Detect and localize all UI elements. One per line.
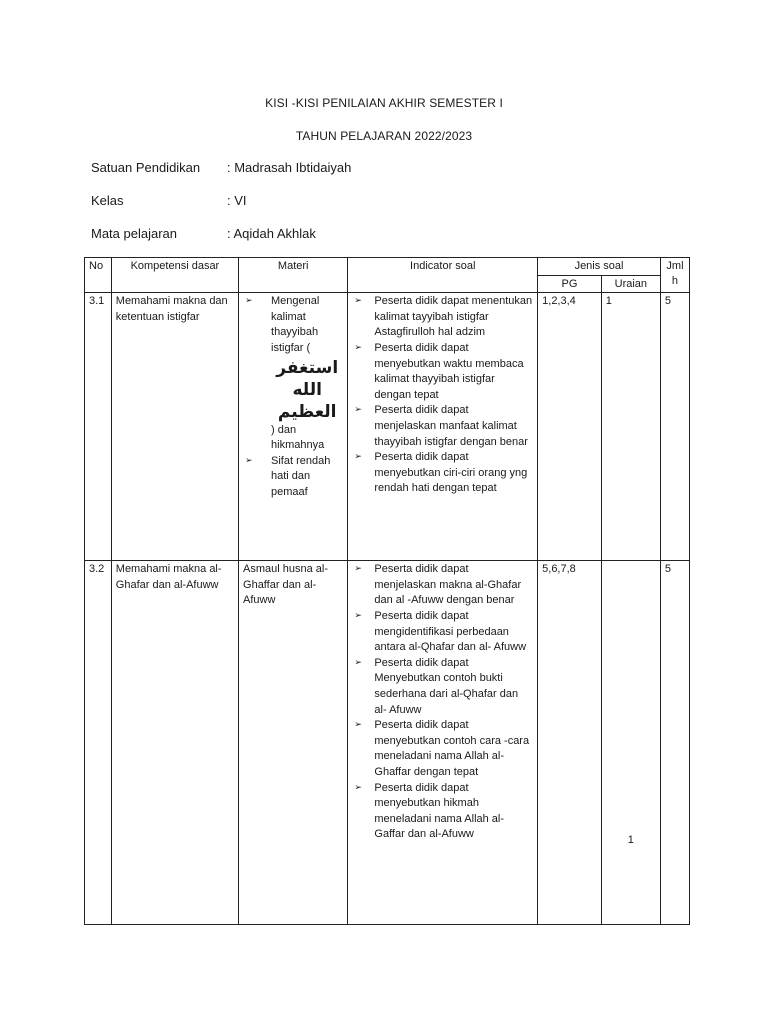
list-item: ➢ Peserta didik dapat menjelaskan manfaat kalimat thayyibah istigfar dengan benar <box>352 403 533 450</box>
materi-text: Mengenal kalimat thayyibah istigfar ( <box>271 295 320 354</box>
header-indikator: Indicator soal <box>348 258 538 293</box>
list-item: ➢ Peserta didik dapat menjelaskan makna al-Ghafar dan al -Afuww dengan benar <box>352 562 533 609</box>
cell-indikator <box>348 561 538 925</box>
list-item: ➢ Peserta didik dapat Menyebutkan contoh bukti sederhana dari al-Qhafar dan al- Afuww <box>352 656 533 718</box>
meta-label: Satuan Pendidikan <box>91 160 201 175</box>
header-no: No <box>85 258 112 293</box>
header-jumlah: Jml h <box>660 258 689 293</box>
cell-no: 3.2 <box>85 561 112 925</box>
header-jenis-soal: Jenis soal <box>538 258 661 276</box>
meta-value: : VI <box>227 193 247 208</box>
list-item: ➢ Peserta didik dapat menyebutkan hikmah meneladani nama Allah al-Gaffar dan al-Afuww <box>352 781 533 843</box>
cell-kompetensi: Memahami makna al-Ghafar dan al-Afuww <box>111 561 238 925</box>
meta-value: : Madrasah Ibtidaiyah <box>227 160 352 175</box>
cell-uraian: 1 <box>601 293 660 561</box>
meta-mata-pelajaran <box>91 226 316 241</box>
cell-jumlah: 5 <box>660 293 689 561</box>
list-item: ➢ Peserta didik dapat menyebutkan waktu membaca kalimat thayyibah istigfar dengan tepat <box>352 341 533 403</box>
uraian-value: 1 <box>627 834 634 847</box>
document-subtitle: TAHUN PELAJARAN 2022/2023 <box>295 129 473 143</box>
materi-text: ) dan hikmahnya <box>271 423 325 452</box>
cell-materi <box>239 293 348 561</box>
meta-label: Kelas <box>91 193 124 208</box>
cell-indikator <box>348 293 538 561</box>
header-materi: Materi <box>239 258 348 293</box>
cell-uraian <box>601 561 660 925</box>
cell-no: 3.1 <box>85 293 112 561</box>
header-uraian: Uraian <box>601 275 660 293</box>
cell-materi: Asmaul husna al-Ghaffar dan al-Afuww <box>239 561 348 925</box>
header-kompetensi: Kompetensi dasar <box>111 258 238 293</box>
list-item: ➢ Peserta didik dapat menyebutkan ciri-ciri orang yng rendah hati dengan tepat <box>352 450 533 497</box>
list-item: ➢ Peserta didik dapat mengidentifikasi perbedaan antara al-Qhafar dan al- Afuww <box>352 609 533 656</box>
table-row <box>85 293 690 561</box>
meta-label: Mata pelajaran <box>91 226 177 241</box>
table-row <box>85 561 690 925</box>
meta-satuan-pendidikan <box>91 160 351 175</box>
cell-jumlah: 5 <box>660 561 689 925</box>
cell-pg: 1,2,3,4 <box>538 293 602 561</box>
arabic-istigfar: استغفر الله العظيم <box>276 357 339 422</box>
cell-kompetensi: Memahami makna dan ketentuan istigfar <box>111 293 238 561</box>
list-item <box>243 294 343 454</box>
kisi-table <box>84 257 690 925</box>
cell-pg: 5,6,7,8 <box>538 561 602 925</box>
meta-kelas <box>91 193 247 208</box>
list-item: ➢ Sifat rendah hati dan pemaaf <box>243 454 343 501</box>
document-title: KISI -KISI PENILAIAN AKHIR SEMESTER I <box>265 96 503 110</box>
header-pg: PG <box>538 275 602 293</box>
meta-value: : Aqidah Akhlak <box>227 226 316 241</box>
list-item: ➢ Peserta didik dapat menentukan kalimat tayyibah istigfar Astagfirulloh hal adzim <box>352 294 533 341</box>
list-item: ➢ Peserta didik dapat menyebutkan contoh cara -cara meneladani nama Allah al-Ghaffar dengan tepat <box>352 718 533 780</box>
